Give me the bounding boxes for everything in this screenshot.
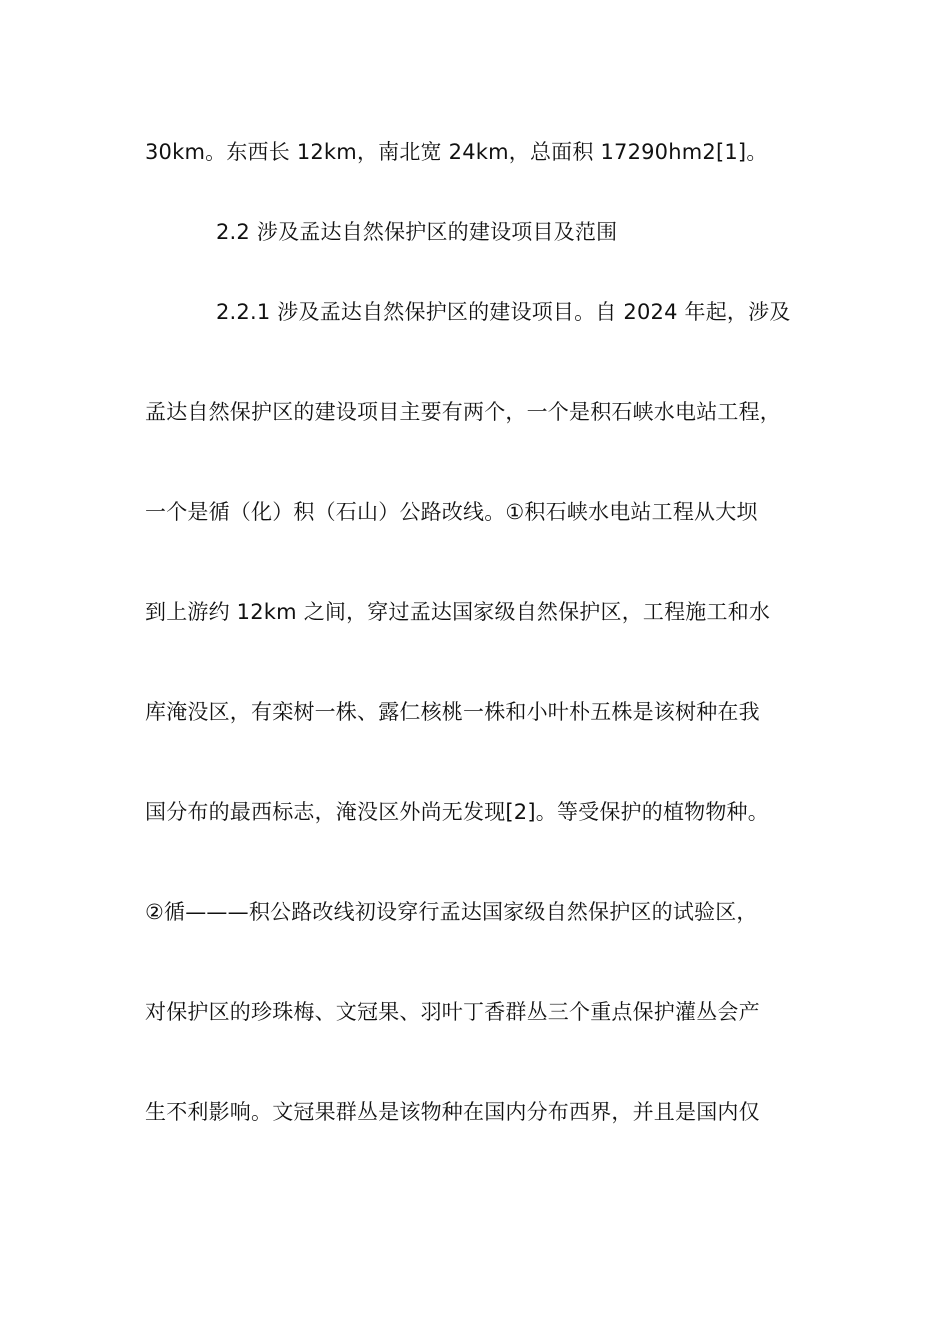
- paragraph-line-2: 孟达自然保护区的建设项目主要有两个，一个是积石峡水电站工程，: [145, 400, 781, 424]
- paragraph-line-3: 一个是循（化）积（石山）公路改线。①积石峡水电站工程从大坝: [145, 500, 758, 524]
- paragraph-line-1: 2.2.1 涉及孟达自然保护区的建设项目。自 2024 年起，涉及: [216, 300, 791, 324]
- paragraph-line-6: 国分布的最西标志，淹没区外尚无发现[2]。等受保护的植物物种。: [145, 800, 769, 824]
- paragraph-line-8: 对保护区的珍珠梅、文冠果、羽叶丁香群丛三个重点保护灌丛会产: [145, 1000, 760, 1024]
- paragraph-line-4: 到上游约 12km 之间，穿过孟达国家级自然保护区，工程施工和水: [145, 600, 771, 624]
- paragraph-line-7: ②循———积公路改线初设穿行孟达国家级自然保护区的试验区，: [145, 900, 758, 924]
- text-line-1: 30km。东西长 12km，南北宽 24km，总面积 17290hm2[1]。: [145, 140, 768, 164]
- paragraph-line-5: 库淹没区，有栾树一株、露仁核桃一株和小叶朴五株是该树种在我: [145, 700, 760, 724]
- paragraph-line-9: 生不利影响。文冠果群丛是该物种在国内分布西界，并且是国内仅: [145, 1100, 760, 1124]
- section-heading-2-2: 2.2 涉及孟达自然保护区的建设项目及范围: [216, 220, 618, 244]
